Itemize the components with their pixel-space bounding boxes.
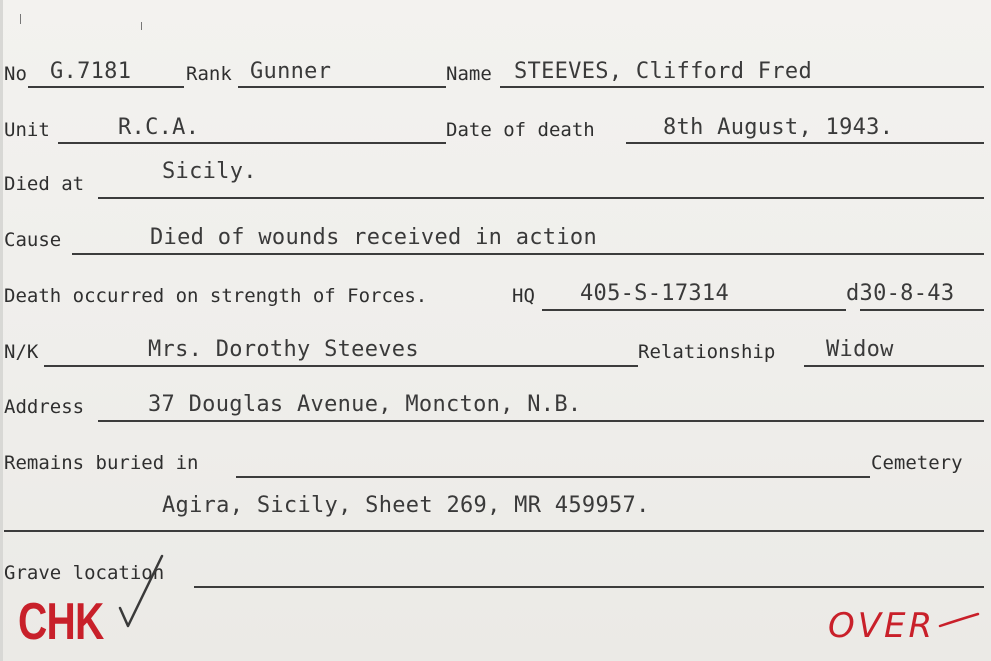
strength-label: Death occurred on strength of Forces.: [4, 285, 428, 307]
date-of-death-underline: [626, 142, 984, 144]
grave-location-label: Grave location: [4, 562, 165, 584]
hq-label: HQ: [512, 285, 535, 307]
died-at-value: Sicily.: [162, 159, 257, 184]
remains-underline: [236, 476, 870, 478]
remains-value: Agira, Sicily, Sheet 269, MR 459957.: [162, 493, 650, 518]
strength-value: 405-S-17314: [580, 281, 729, 306]
strength-date-underline: [860, 309, 984, 311]
remains-label: Remains buried in: [4, 452, 199, 474]
chk-stamp: CHK: [18, 593, 104, 651]
name-label: Name: [446, 63, 492, 85]
died-at-label: Died at: [4, 173, 85, 195]
over-dash-icon: [938, 608, 982, 632]
rank-label: Rank: [186, 63, 232, 85]
no-underline: [28, 86, 184, 88]
unit-value: R.C.A.: [118, 115, 200, 140]
no-label: No: [4, 63, 27, 85]
cause-label: Cause: [4, 229, 62, 251]
died-at-underline: [98, 197, 984, 199]
name-underline: [500, 86, 984, 88]
address-underline: [98, 420, 984, 422]
date-of-death-value: 8th August, 1943.: [663, 115, 894, 140]
no-value: G.7181: [50, 59, 132, 84]
relationship-label: Relationship: [638, 341, 776, 363]
address-value: 37 Douglas Avenue, Moncton, N.B.: [148, 392, 582, 417]
strength-date-value: d30-8-43: [846, 281, 955, 306]
unit-underline: [58, 142, 446, 144]
date-of-death-label: Date of death: [446, 119, 595, 141]
relationship-underline: [804, 365, 984, 367]
cemetery-label: Cemetery: [871, 452, 963, 474]
address-label: Address: [4, 396, 85, 418]
cause-underline: [72, 253, 984, 255]
rank-value: Gunner: [250, 59, 332, 84]
mark: [20, 14, 21, 24]
strength-underline: [542, 309, 846, 311]
over-note: OVER: [828, 606, 936, 646]
nk-value: Mrs. Dorothy Steeves: [148, 337, 419, 362]
unit-label: Unit: [4, 119, 50, 141]
remains-second-underline: [4, 530, 984, 532]
mark: [141, 22, 142, 30]
card-edge: [0, 0, 3, 661]
check-mark-icon: [116, 552, 166, 632]
grave-location-underline: [194, 586, 984, 588]
cause-value: Died of wounds received in action: [150, 225, 597, 250]
nk-underline: [44, 365, 638, 367]
relationship-value: Widow: [826, 337, 894, 362]
nk-label: N/K: [4, 341, 39, 363]
rank-underline: [238, 86, 446, 88]
name-value: STEEVES, Clifford Fred: [514, 59, 812, 84]
